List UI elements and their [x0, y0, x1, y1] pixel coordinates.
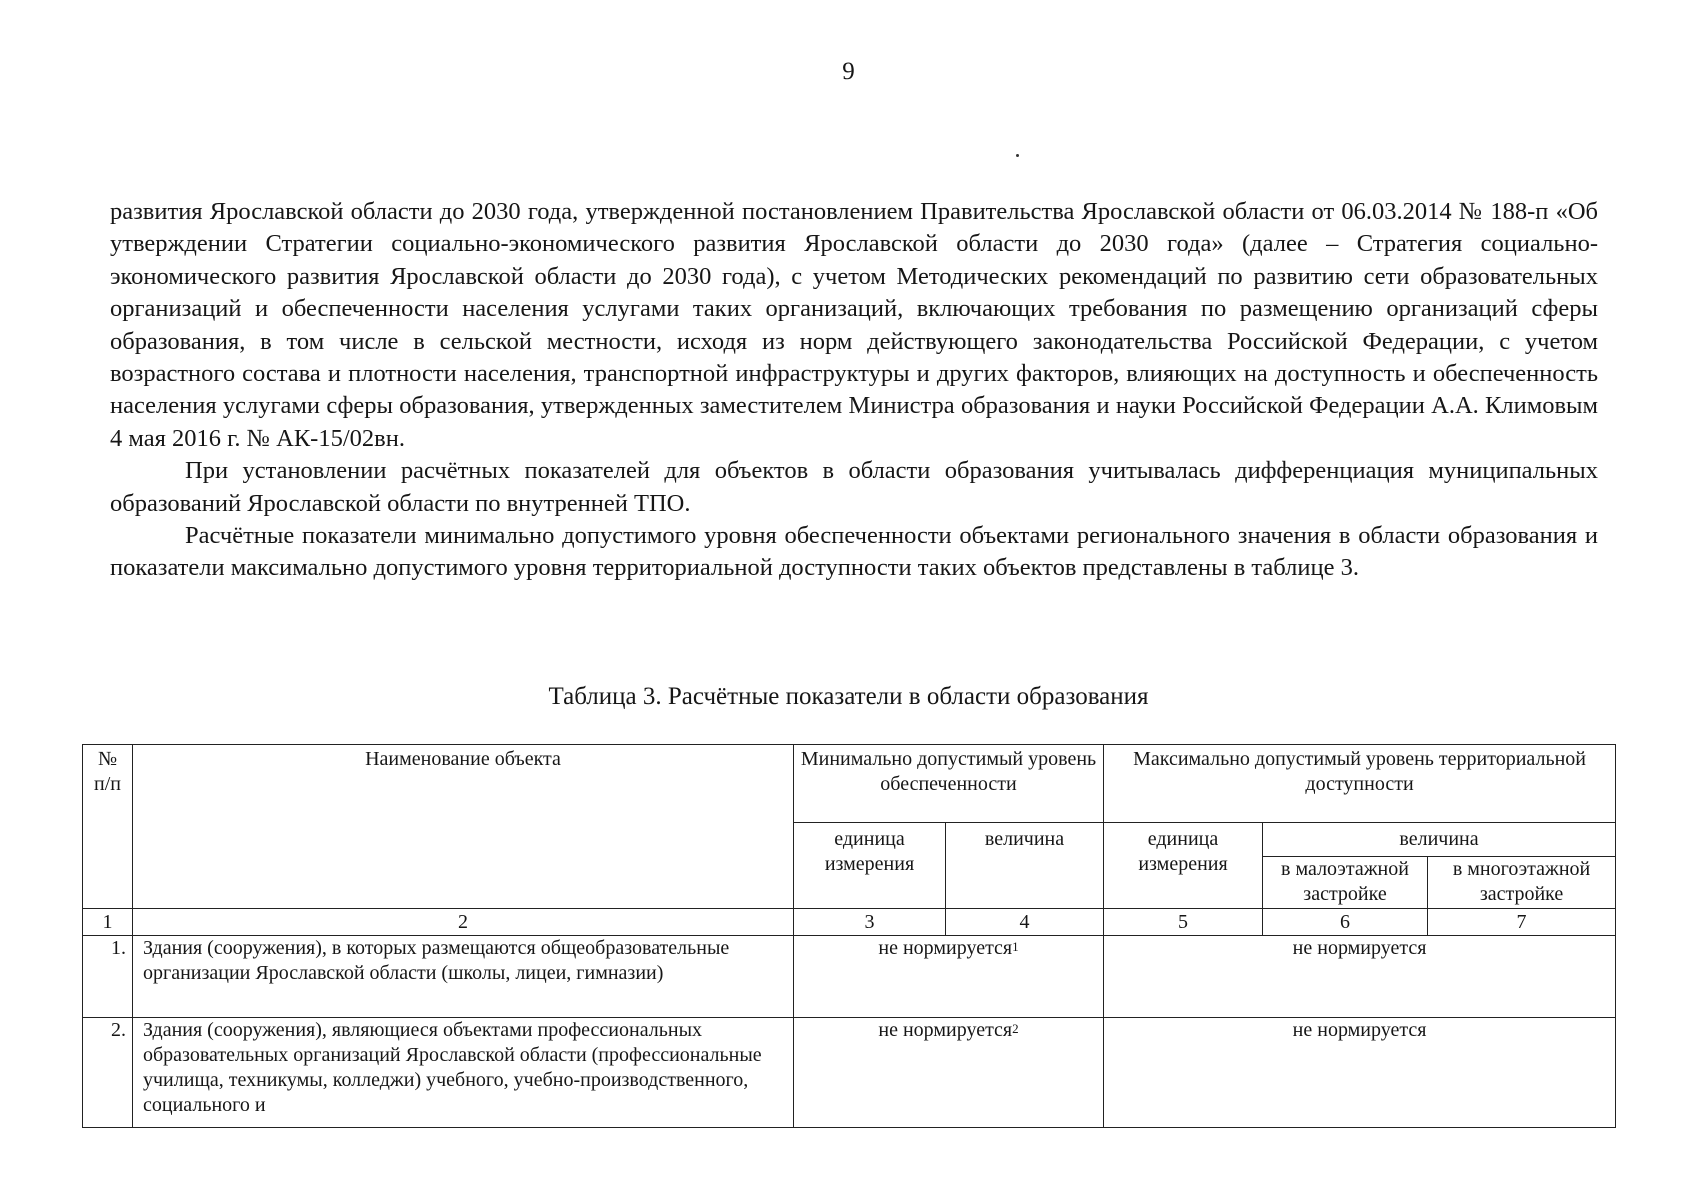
paragraph: развития Ярославской области до 2030 года, утвержденной постановлением Правительства Ярославской области от 06.03.2014 № 188-п «Об утверждении Стратегии социально-экономического развития Ярославской области до 2030 года» (далее – Стратегия социально-экономического развития Ярославской области до 2030 года), с учетом Методических рекомендаций по развитию сети образовательных организаций и обеспеченности населения услугами таких организаций, включающих требования по размещению организаций сферы образования, в том числе в сельской местности, исходя из норм действующего законодательства Российской Федерации, с учетом возрастного состава и плотности населения, транспортной инфраструктуры и других факторов, влияющих на доступность и обеспеченность населения услугами сферы образования, утвержденных заместителем Министра образования и науки Российской Федерации А.А. Климовым 4 мая 2016 г. № АК-15/02вн. [110, 198, 1598, 452]
row-number: 2. [83, 1018, 133, 1128]
footnote-marker: 2 [1012, 1021, 1019, 1036]
column-number: 6 [1263, 909, 1428, 936]
object-name: Здания (сооружения), являющиеся объектами профессиональных образовательных организаций Ярославской области (профессиональные училища, техникумы, колледжи) учебного, учебно-производственного, социального и [133, 1018, 794, 1128]
header-max-level: Максимально допустимый уровень территориальной доступности [1104, 745, 1616, 823]
header-min-level: Минимально допустимый уровень обеспеченности [794, 745, 1104, 823]
max-level-value: не нормируется [1104, 936, 1616, 1018]
header-name: Наименование объекта [133, 745, 794, 909]
page-number: 9 [842, 58, 855, 85]
table-title: Таблица 3. Расчётные показатели в области образования [548, 683, 1149, 710]
paragraph: Расчётные показатели минимально допустимого уровня обеспеченности объектами регионального значения в области образования и показатели максимально допустимого уровня территориальной доступности таких объектов представлены в таблице 3. [110, 522, 1598, 582]
row-number: 1. [83, 936, 133, 1018]
column-number: 2 [133, 909, 794, 936]
header-unit-2: единица измерения [1104, 823, 1263, 909]
table-row [83, 936, 1616, 1018]
column-number: 7 [1428, 909, 1616, 936]
table-row [83, 1018, 1616, 1128]
column-numbers-row [83, 909, 1616, 936]
header-low-rise: в малоэтажной застройке [1263, 857, 1428, 909]
body-text [110, 196, 1598, 585]
paragraph: При установлении расчётных показателей для объектов в области образования учитывалась дифференциация муниципальных образований Ярославской области по внутренней ТПО. [110, 457, 1598, 517]
max-level-value: не нормируется [1104, 1018, 1616, 1128]
scan-speck [1016, 154, 1019, 157]
min-level-value [794, 936, 1104, 1018]
header-multi-storey: в многоэтажной застройке [1428, 857, 1616, 909]
min-level-value [794, 1018, 1104, 1128]
education-indicators-table [82, 744, 1616, 1128]
header-value-2: величина [1263, 823, 1616, 857]
column-number: 5 [1104, 909, 1263, 936]
header-number: № п/п [83, 745, 133, 909]
column-number: 3 [794, 909, 946, 936]
column-number: 4 [946, 909, 1104, 936]
min-level-text: не нормируется [878, 1019, 1013, 1041]
header-value: величина [946, 823, 1104, 909]
footnote-marker: 1 [1012, 939, 1019, 954]
header-unit: единица измерения [794, 823, 946, 909]
object-name: Здания (сооружения), в которых размещаются общеобразовательные организации Ярославской области (школы, лицеи, гимназии) [133, 936, 794, 1018]
min-level-text: не нормируется [878, 937, 1013, 959]
column-number: 1 [83, 909, 133, 936]
